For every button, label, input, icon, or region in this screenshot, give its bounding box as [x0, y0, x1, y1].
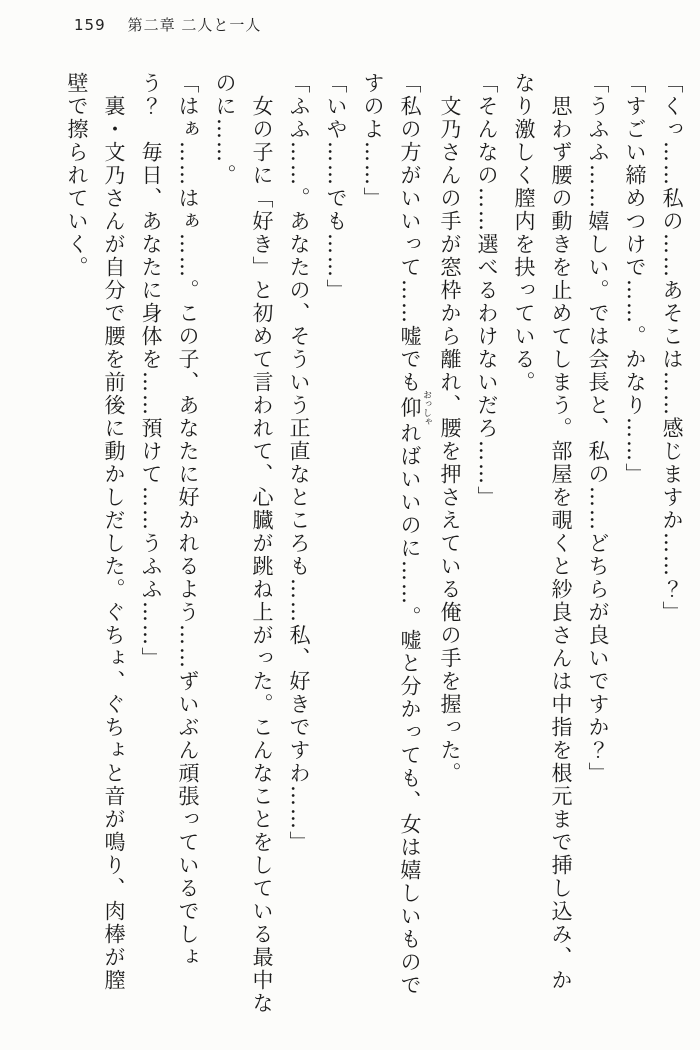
text-column: 「そんなの……選べるわけないだろ……」 [475, 72, 499, 509]
text-column: のに……。 [213, 72, 237, 187]
text-column: 「すごい締めつけで……。かなり……」 [623, 72, 647, 486]
text-column: 「ふふ……。あなたの、そういう正直なところも……私、好きですわ……」 [287, 72, 311, 854]
text-column: なり激しく膣内を抉っている。 [512, 72, 536, 394]
chapter-title: 第二章 二人と一人 [127, 16, 262, 34]
text-column: 思わず腰の動きを止めてしまう。部屋を覗くと紗良さんは中指を根元まで挿し込み、か [549, 95, 573, 992]
text-column: すのよ……」 [361, 72, 385, 210]
text-column: 壁で擦られていく。 [65, 72, 89, 279]
text-column: 文乃さんの手が窓枠から離れ、腰を押さえている俺の手を握った。 [438, 95, 462, 785]
text-column: う？ 毎日、あなたに身体を……預けて……うふふ……」 [139, 72, 163, 670]
text-column: 「うふふ……嬉しい。では会長と、私の……どちらが良いですか？」 [586, 72, 610, 785]
text-column: 「いや……でも……」 [324, 72, 348, 302]
page-number: 159 [74, 16, 106, 34]
text-column: 「私の方がいいって……嘘でも仰 おっしゃればいいのに……。嘘と分かっても、女は嬉しいもので [398, 72, 431, 997]
text-column: 「くっ……私の……あそこは……感じますか……？」 [660, 72, 684, 624]
furigana-annotated-kanji: 仰 おっしゃ [398, 390, 431, 426]
text-column: 「はぁ……はぁ……。この子、あなたに好かれるよう……ずいぶん頑張っているでしょ [176, 72, 200, 969]
text-column: 裏・文乃さんが自分で腰を前後に動かしだした。ぐちょ、ぐちょと音が鳴り、肉棒が膣 [102, 95, 126, 992]
running-header [74, 14, 261, 35]
vertical-text-block [58, 72, 690, 1040]
text-column: 女の子に「好き」と初めて言われて、心臓が跳ね上がった。こんなことをしている最中な [250, 95, 274, 1015]
